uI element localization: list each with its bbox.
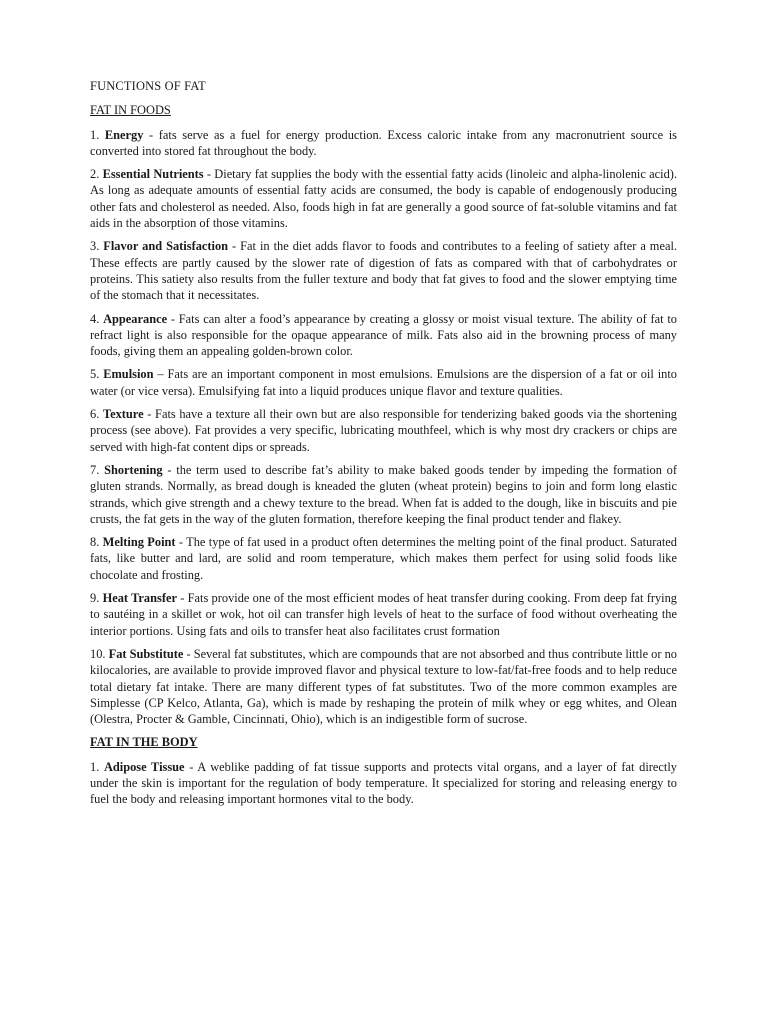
item-text: Fats are an important component in most emulsions. Emulsions are the dispersion of a fat or oil into water (or vice versa). Emulsifying fat into a liquid produces unique flavor and texture qualities. (90, 367, 677, 398)
item-separator: - (167, 311, 179, 326)
item-text: Dietary fat supplies the body with the essential fatty acids (linoleic and alpha-linolenic acid). As long as adequate amounts of essential fatty acids are consumed, the body is capable of endogenously producing other fats and cholesterol as needed. Also, foods high in fat are generally a good source of fat-soluble vitamins and fat aids in the absorption of those vitamins. (90, 167, 677, 231)
item-term: Fat Substitute (108, 646, 184, 661)
item-text: A weblike padding of fat tissue supports and protects vital organs, and a layer of fat directly under the skin is important for the regulation of body temperature. It specialized for storing and releasing energy to fuel the body and releasing important hormones vital to the body. (90, 759, 677, 807)
list-item (90, 366, 677, 399)
list-item (90, 646, 677, 727)
item-term: Heat Transfer (102, 591, 177, 606)
item-text: fats serve as a fuel for energy production. Excess caloric intake from any macronutrient source is converted into stored fat throughout the body. (90, 127, 678, 158)
section-heading-fat-in-foods: FAT IN FOODS (90, 103, 171, 118)
item-separator: - (175, 535, 187, 550)
item-separator: - (143, 127, 159, 142)
item-separator: - (184, 759, 198, 774)
item-number: 5. (90, 367, 100, 382)
list-item (90, 462, 677, 527)
item-term: Flavor and Satisfaction (103, 239, 229, 254)
item-text: The type of fat used in a product often determines the melting point of the final product. Saturated fats, like butter and lard, are solid and room temperature, which makes them perfect for using solid foods like chocolate and frosting. (90, 535, 677, 582)
item-number: 4. (90, 311, 100, 326)
item-text: Fat in the diet adds flavor to foods and contributes to a feeling of satiety after a meal. These effects are partly caused by the slower rate of digestion of fats as compared with that of carbohydrates or proteins. This satiety also results from the fuller texture and body that fat gives to food and the slower emptying time of the stomach that it necessitates. (90, 239, 677, 303)
item-separator: - (183, 646, 194, 661)
item-number: 1. (90, 759, 100, 774)
list-item (90, 590, 677, 639)
section-heading-fat-in-the-body: FAT IN THE BODY (90, 735, 198, 750)
item-number: 8. (90, 535, 100, 550)
item-number: 10. (90, 646, 106, 661)
item-separator: - (162, 462, 177, 477)
item-separator: - (176, 591, 188, 606)
item-term: Texture (102, 407, 144, 422)
list-item (90, 127, 677, 160)
item-separator: - (228, 239, 241, 254)
list-item (90, 238, 677, 303)
list-item (90, 166, 677, 231)
item-term: Shortening (104, 462, 163, 477)
item-separator: – (153, 367, 168, 382)
item-term: Essential Nutrients (102, 167, 204, 182)
item-term: Energy (104, 127, 144, 142)
item-term: Melting Point (102, 535, 176, 550)
item-number: 9. (90, 591, 100, 606)
item-number: 7. (90, 462, 100, 477)
list-item (90, 311, 677, 360)
item-text: Fats provide one of the most efficient modes of heat transfer during cooking. From deep fat frying to sautéing in a skillet or wok, hot oil can transfer high levels of heat to the surface of food without overheating the interior portions. Using fats and oils to transfer heat also facilitates crust formation (90, 591, 678, 638)
item-number: 1. (90, 127, 100, 142)
item-number: 6. (90, 407, 100, 422)
item-text: Fats can alter a food’s appearance by creating a glossy or moist visual texture. The ability of fat to refract light is also responsible for the opaque appearance of milk. Fats also aid in the browning process of many foods, giving them an appealing golden-brown color. (90, 311, 677, 359)
document-page (90, 78, 677, 815)
item-term: Emulsion (103, 367, 154, 382)
item-text: the term used to describe fat’s ability to make baked goods tender by impeding the formation of gluten strands. Normally, as bread dough is kneaded the gluten (wheat protein) begins to join and form long elastic strands, which give strength and a chewy texture to the bread. When fat is added to the dough, like in biscuits and pie crusts, the fat gets in the way of the gluten formation, therefore keeping the final product tender and flakey. (90, 462, 677, 526)
item-text: Several fat substitutes, which are compounds that are not absorbed and thus contribute little or no kilocalories, are available to provide improved flavor and physical texture to low-fat/fat-free foods and to help reduce total dietary fat intake. There are many different types of fat substitutes. Two of the more common examples are Simplesse (CP Kelco, Atlanta, Ga), which is made by reshaping the protein of milk whey or egg whites, and Olean (Olestra, Procter & Gamble, Cincinnati, Ohio), which is an indigestible form of sucrose. (90, 646, 678, 727)
item-number: 2. (90, 167, 100, 182)
list-item (90, 406, 677, 455)
list-item (90, 759, 677, 808)
list-item (90, 534, 677, 583)
item-term: Adipose Tissue (103, 759, 185, 774)
item-term: Appearance (103, 311, 168, 326)
document-title: FUNCTIONS OF FAT (90, 79, 206, 93)
item-text: Fats have a texture all their own but are also responsible for tenderizing baked goods via the shortening process (see above). Fat provides a very specific, lubricating mouthfeel, which is why most dry crackers or chips are served with high-fat content dips or spreads. (90, 407, 677, 454)
item-number: 3. (90, 239, 100, 254)
item-separator: - (203, 167, 215, 182)
item-separator: - (143, 407, 156, 422)
